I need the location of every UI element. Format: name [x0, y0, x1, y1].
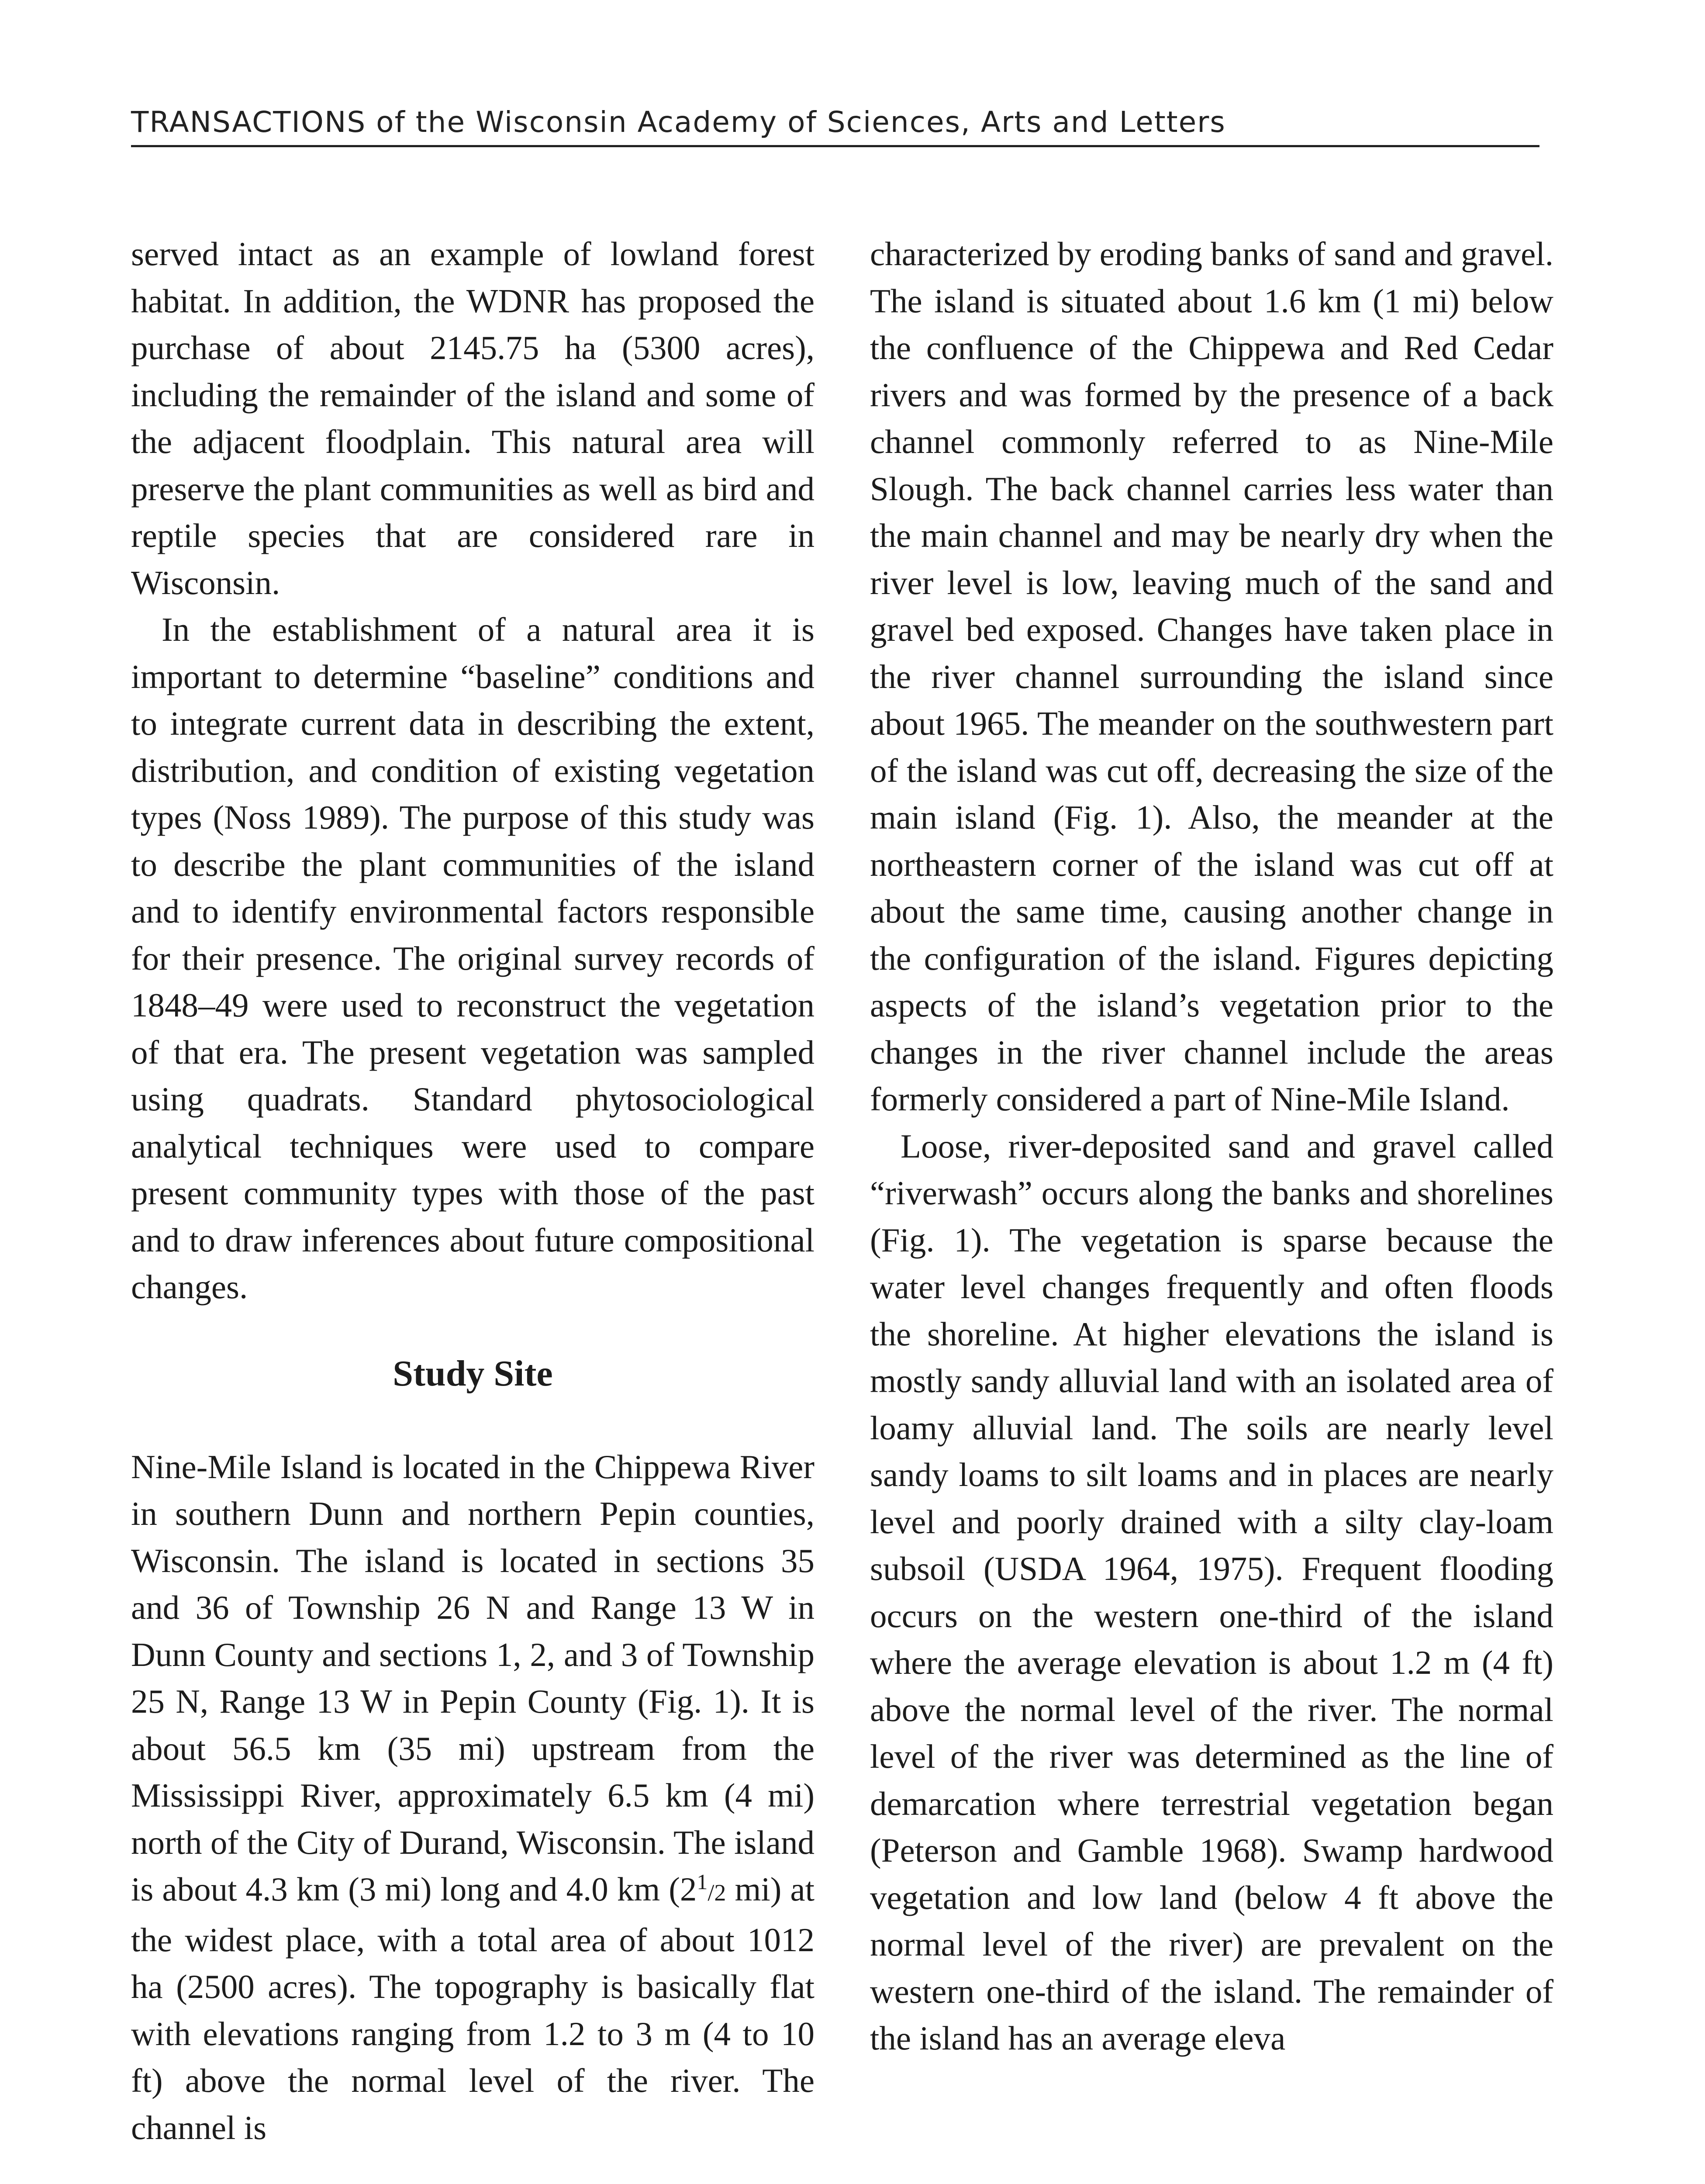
fraction-numerator: 1	[697, 1870, 708, 1894]
fraction-denominator: /2	[708, 1880, 726, 1906]
study-site-text-part2: mi) at the widest place, with a total area of about 1012 ha (2500 acres). The topography is basically flat with elevations ranging from 1.2 to 3 m (4 to 10 ft) above the normal level of the river. The channel is	[131, 1870, 815, 2146]
right-column	[870, 231, 1553, 2062]
paragraph-continuation: served intact as an example of lowland forest habitat. In addition, the WDNR has proposed the purchase of about 2145.75 ha (5300 acres), including the remainder of the island and some of the adjacent floodplain. This natural area will preserve the plant communities as well as bird and reptile species that are considered rare in Wisconsin.	[131, 235, 815, 601]
paragraph-channel: characterized by eroding banks of sand and gravel. The island is situated about 1.6 km (1 mi) below the confluence of the Chippewa and Red Cedar rivers and was formed by the presence of a back channel commonly referred to as Nine-Mile Slough. The back channel carries less water than the main channel and may be nearly dry when the river level is low, leaving much of the sand and gravel bed exposed. Changes have taken place in the river channel surrounding the island since about 1965. The meander on the southwestern part of the island was cut off, decreasing the size of the main island (Fig. 1). Also, the meander at the northeastern corner of the island was cut off at about the same time, causing another change in the configuration of the island. Figures depicting aspects of the island’s vegetation prior to the changes in the river channel include the areas formerly considered a part of Nine-Mile Island.	[870, 235, 1554, 1118]
paragraph-riverwash: Loose, river-deposited sand and gravel called “riverwash” occurs along the banks and shorelines (Fig. 1). The vegetation is sparse because the water level changes frequently and often floods the shoreline. At higher elevations the island is mostly sandy alluvial land with an isolated area of loamy alluvial land. The soils are nearly level sandy loams to silt loams and in places are nearly level and poorly drained with a silty clay-loam subsoil (USDA 1964, 1975). Frequent flooding occurs on the western one-third of the island where the average elevation is about 1.2 m (4 ft) above the normal level of the river. The normal level of the river was determined as the line of demarcation where terrestrial vegetation began (Peterson and Gamble 1968). Swamp hardwood vegetation and low land (below 4 ft above the normal level of the river) are prevalent on the western one-third of the island. The remainder of the island has an average eleva	[870, 1127, 1553, 2057]
study-site-text-part1: Nine-Mile Island is located in the Chippewa River in southern Dunn and northern Pepin counties, Wisconsin. The island is located in sections 35 and 36 of Township 26 N and Range 13 W in Dunn County and sections 1, 2, and 3 of Township 25 N, Range 13 W in Pepin County (Fig. 1). It is about 56.5 km (35 mi) upstream from the Mississippi River, approximately 6.5 km (4 mi) north of the City of Durand, Wisconsin. The island is about 4.3 km (3 mi) long and 4.0 km (2	[131, 1448, 815, 1908]
paragraph-study-site	[131, 1444, 815, 2152]
left-column	[131, 231, 815, 2151]
running-head: TRANSACTIONS of the Wisconsin Academy of Sciences, Arts and Letters	[131, 105, 1539, 147]
section-heading-study-site: Study Site	[393, 1353, 553, 1394]
paragraph-purpose: In the establishment of a natural area it is important to determine “baseline” conditions and to integrate current data in describing the extent, distribution, and condition of existing vegetation types (Noss 1989). The purpose of this study was to describe the plant communities of the island and to identify environmental factors responsible for their presence. The original survey records of 1848–49 were used to reconstruct the vegetation of that era. The present vegetation was sampled using quadrats. Standard phytosociological analytical techniques were used to compare present community types with those of the past and to draw inferences about future compositional changes.	[131, 611, 815, 1306]
